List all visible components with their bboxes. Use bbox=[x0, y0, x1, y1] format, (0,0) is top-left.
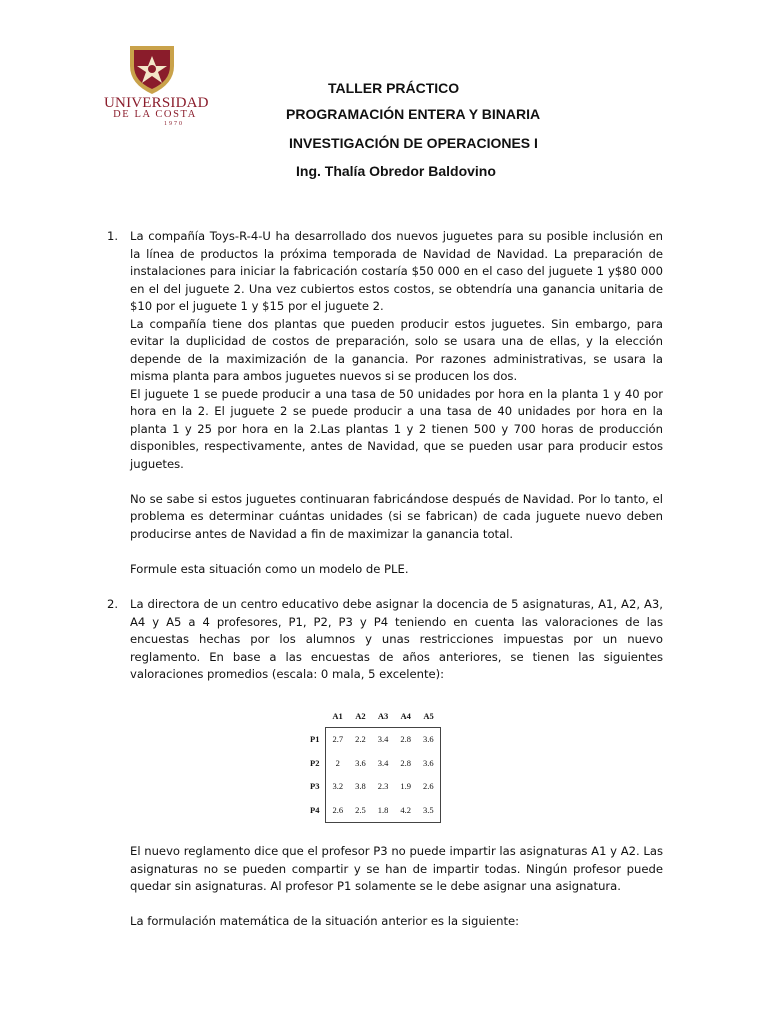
paragraph: El juguete 1 se puede producir a una tasa de 50 unidades por hora en la planta 1 y 40 por hora en la 2. El juguete 2 se puede producir a una tasa de 40 unidades por hora en la planta 1 y 25 por hora en la 2.Las plantas 1 y 2 tienen 500 y 700 horas de producción disponibles, respectivamente, antes de Navidad, que se pueden usar para producir estos juguetes. bbox=[130, 386, 663, 471]
column-header: A2 bbox=[355, 710, 366, 721]
column-header: A5 bbox=[423, 710, 434, 721]
table-row bbox=[304, 799, 440, 823]
column-header: A3 bbox=[377, 710, 389, 721]
paragraph: La formulación matemática de la situación anterior es la siguiente: bbox=[130, 914, 520, 928]
problem-1 bbox=[107, 228, 663, 578]
paragraph: La directora de un centro educativo debe asignar la docencia de 5 asignaturas, A1, A2, A3, A4 y A5 a 4 profesores, P1, P2, P3 y P4 teniendo en cuenta las valoraciones de las encuestas hechas por los alumnos y unas restricciones impuestas por un nuevo reglamento. En base a las encuestas de años anteriores, se tienen las siguientes valoraciones promedios (escala: 0 mala, 5 excelente): bbox=[130, 597, 663, 681]
table-cell: 3.2 bbox=[326, 775, 349, 799]
table-cell: 3.5 bbox=[417, 799, 440, 823]
logo-university-text: UNIVERSIDAD bbox=[104, 95, 209, 111]
table-cell: 2.5 bbox=[349, 799, 372, 823]
problem-2 bbox=[107, 596, 663, 931]
table-row bbox=[304, 728, 440, 752]
table-cell: 2 bbox=[326, 752, 349, 776]
table-cell: 3.6 bbox=[417, 752, 440, 776]
table-cell: 2.7 bbox=[326, 728, 349, 752]
table-cell: 3.4 bbox=[377, 757, 389, 768]
problem-number: 1. bbox=[107, 229, 119, 243]
column-header: A4 bbox=[400, 710, 411, 721]
table-cell: 4.2 bbox=[394, 799, 417, 823]
row-header: P4 bbox=[310, 804, 320, 815]
paragraph: El nuevo reglamento dice que el profesor P3 no puede impartir las asignaturas A1 y A2. Las asignaturas no se pueden compartir y se han de impartir todas. Ningún profesor puede quedar sin asignaturas. Al profesor P1 solamente se le debe asignar una asignatura. bbox=[130, 844, 663, 893]
table-row bbox=[304, 775, 440, 799]
paragraph: No se sabe si estos juguetes continuaran fabricándose después de Navidad. Por lo tanto, el problema es determinar cuántas unidades (si se fabrican) de cada juguete nuevo deben producirse antes de Navidad a fin de maximizar la ganancia total. bbox=[130, 491, 663, 541]
author-name: Ing. Thalía Obredor Baldovino bbox=[296, 163, 496, 179]
table-cell: 2.8 bbox=[400, 757, 411, 768]
shield-icon bbox=[126, 42, 178, 96]
table-cell: 2.6 bbox=[417, 775, 440, 799]
ratings-table bbox=[304, 706, 441, 824]
table-cell: 1.9 bbox=[400, 781, 411, 791]
table-cell: 3.6 bbox=[355, 757, 366, 768]
table-cell: 1.8 bbox=[372, 799, 395, 823]
table-row bbox=[304, 752, 440, 776]
document-subtitle: PROGRAMACIÓN ENTERA Y BINARIA bbox=[286, 106, 541, 122]
table-cell: 3.8 bbox=[355, 781, 366, 791]
problem-number: 2. bbox=[107, 597, 119, 611]
row-header: P2 bbox=[310, 757, 320, 768]
paragraph: La compañía Toys-R-4-U ha desarrollado dos nuevos juguetes para su posible inclusión en la línea de productos la próxima temporada de Navidad de Navidad. La preparación de instalaciones para iniciar la fabricación costaría $50 000 en el caso del juguete 1 y$80 000 en el del juguete 2. Una vez cubiertos estos costos, se obtendría una ganancia unitaria de $10 por el juguete 1 y $15 por el juguete 2. bbox=[130, 229, 663, 313]
table-cell: 2.8 bbox=[394, 728, 417, 752]
logo-year-text: 1970 bbox=[164, 121, 184, 127]
table-cell: 3.6 bbox=[417, 728, 440, 752]
table-cell: 2.3 bbox=[377, 781, 389, 791]
document-body bbox=[107, 228, 663, 931]
paragraph: Formule esta situación como un modelo de PLE. bbox=[130, 561, 409, 576]
table-header-row bbox=[304, 706, 440, 728]
university-logo bbox=[104, 42, 209, 132]
course-name: INVESTIGACIÓN DE OPERACIONES I bbox=[289, 135, 538, 151]
corner-cell bbox=[304, 706, 326, 728]
document-title: TALLER PRÁCTICO bbox=[328, 80, 460, 96]
row-header: P3 bbox=[310, 781, 320, 791]
column-header: A1 bbox=[332, 710, 343, 721]
table-cell: 2.2 bbox=[349, 728, 372, 752]
row-header: P1 bbox=[310, 733, 320, 744]
logo-costa-text: DE LA COSTA bbox=[113, 109, 197, 120]
table-cell: 2.6 bbox=[326, 799, 349, 823]
table-cell: 3.4 bbox=[372, 728, 395, 752]
ratings-table-wrapper bbox=[130, 706, 663, 824]
paragraph: La compañía tiene dos plantas que pueden producir estos juguetes. Sin embargo, para evitar la duplicidad de costos de preparación, solo se usara una de ellas, y la elección depende de la maximización de la ganancia. Por razones administrativas, se usara la misma planta para ambos juguetes nuevos si se producen los dos. bbox=[130, 316, 663, 383]
